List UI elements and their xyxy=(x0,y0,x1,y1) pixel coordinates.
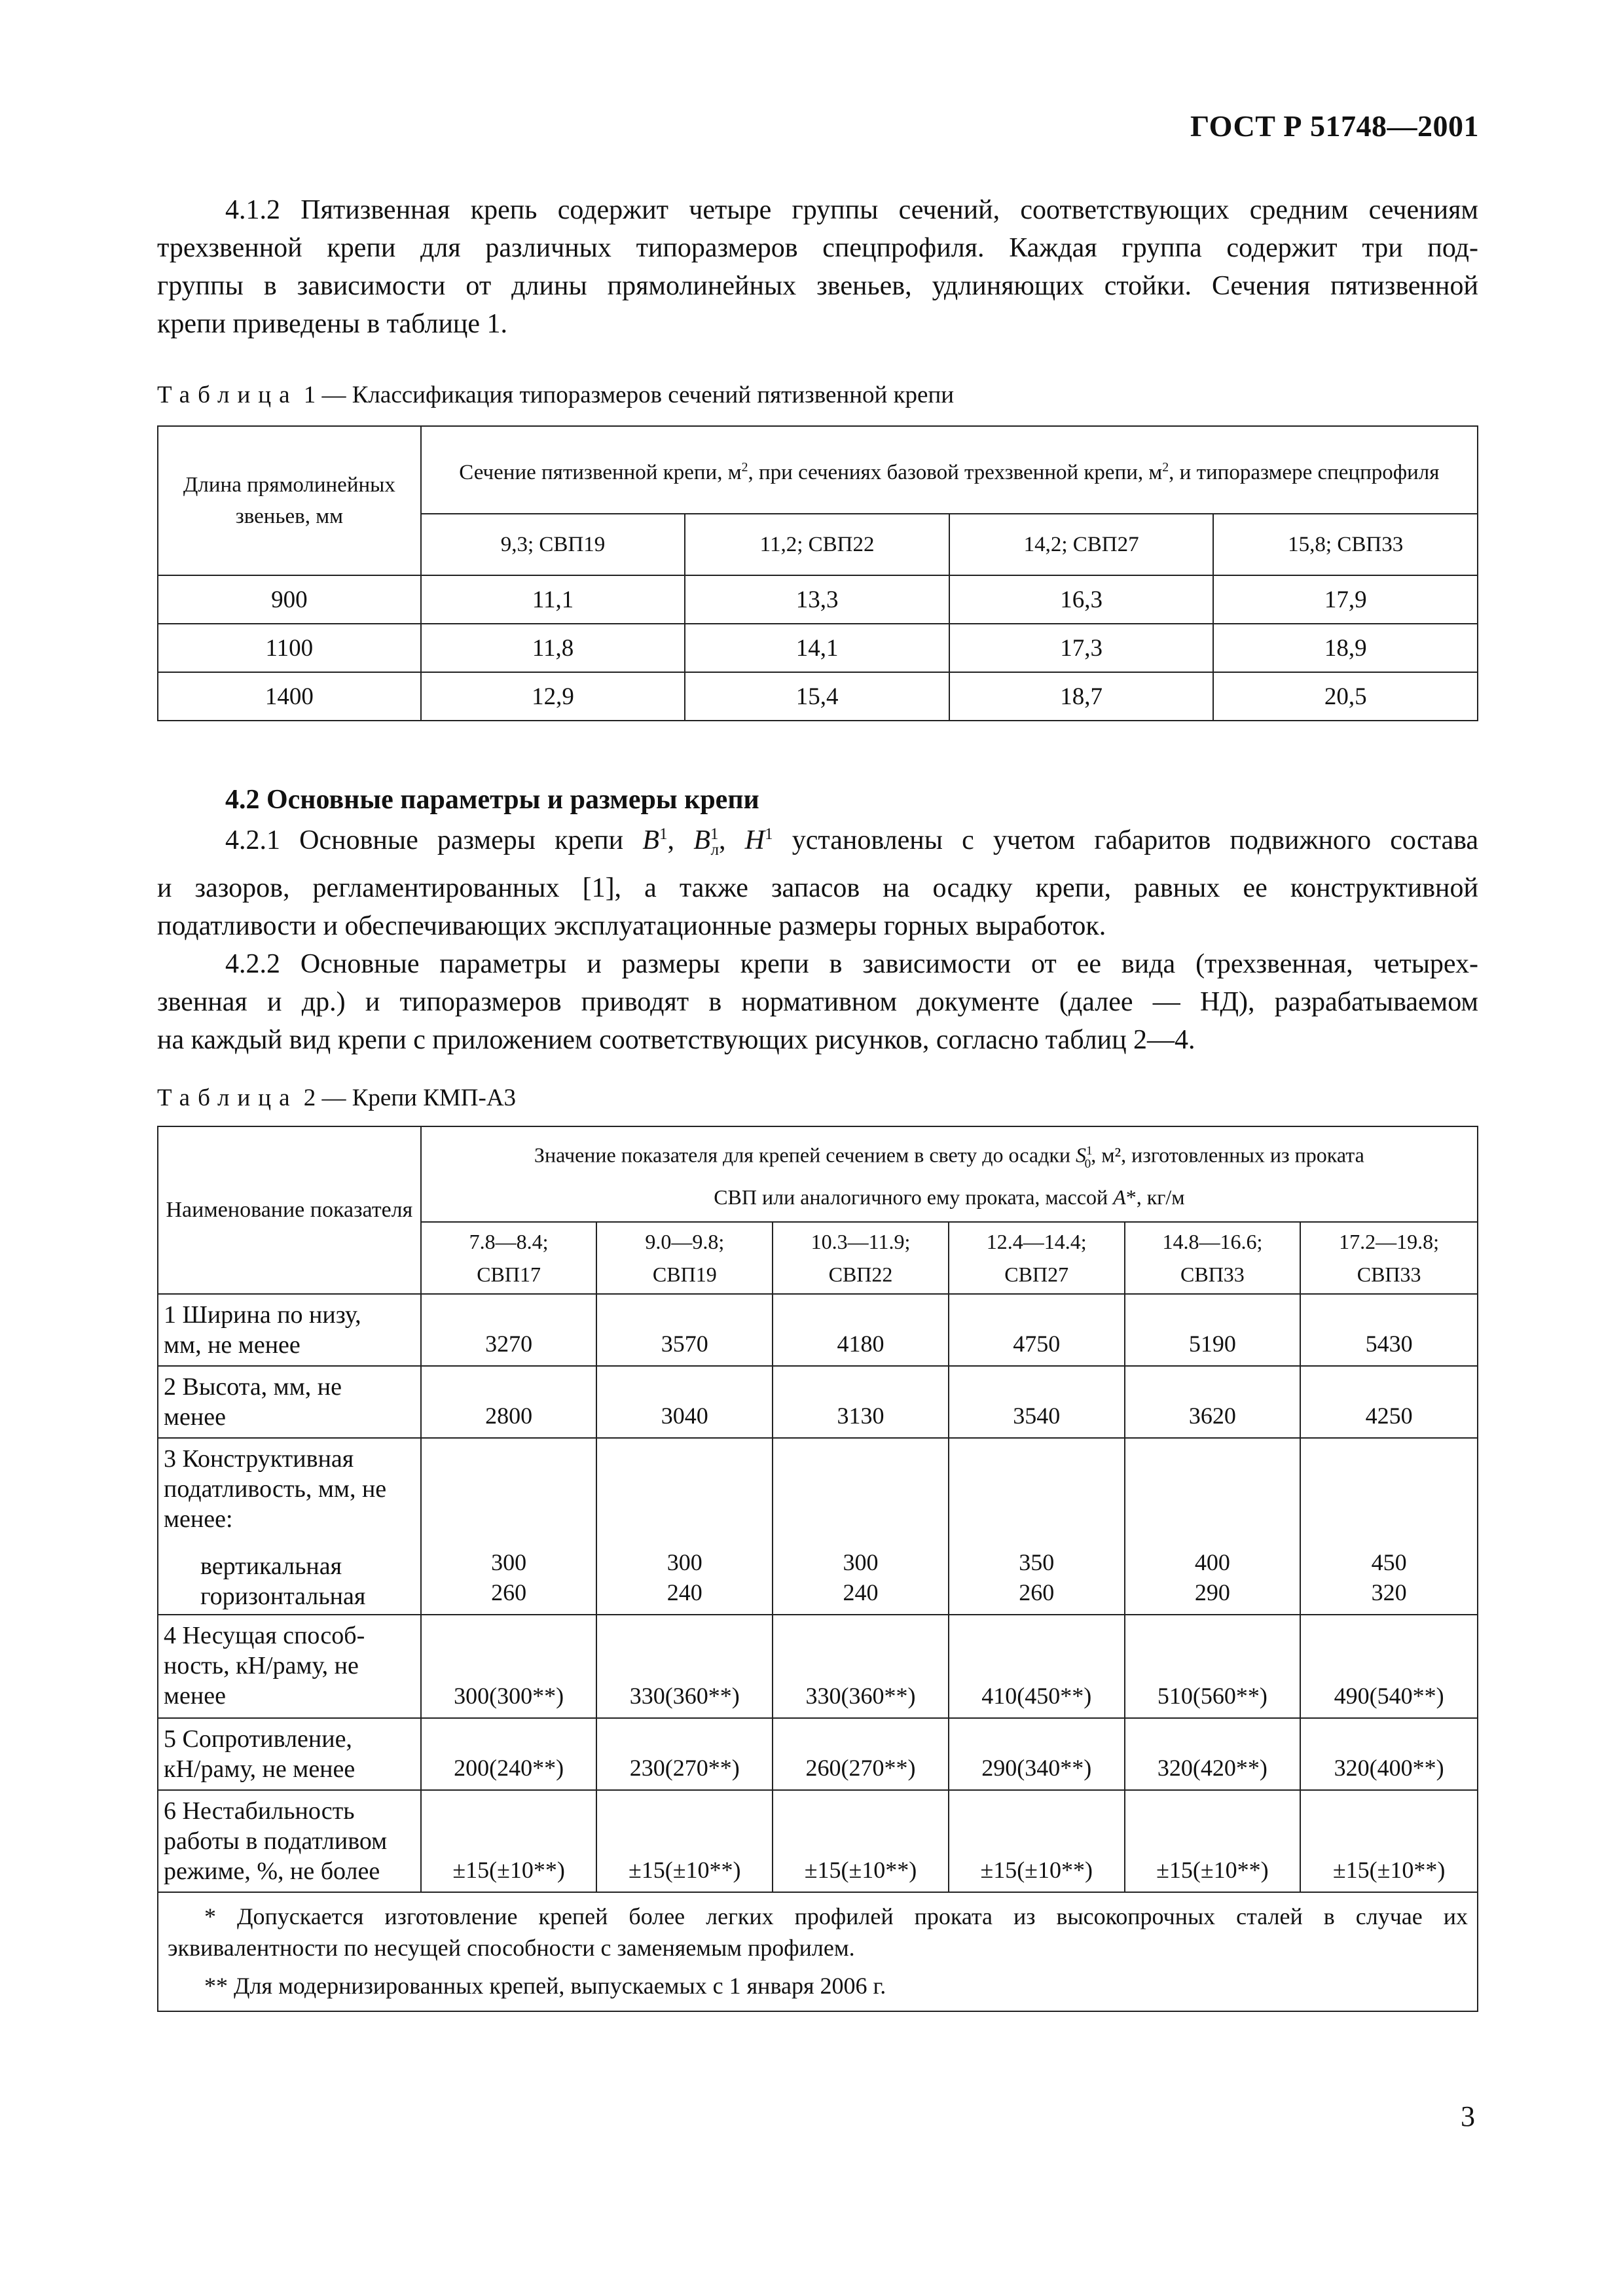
table2-col-header: 17.2—19.8; СВП33 xyxy=(1300,1222,1478,1294)
table2-cell: 510(560**) xyxy=(1125,1615,1301,1718)
table2-cell: 320(400**) xyxy=(1300,1718,1478,1790)
text-fragment: , кг/м xyxy=(1136,1185,1185,1209)
table1-group-header: Сечение пятизвенной крепи, $м^2$, при сечениях базовой трехзвенной крепи, $м^2$, и типоразмере спецпрофиля xyxy=(421,426,1478,514)
table2-cell: 490(540**) xyxy=(1300,1615,1478,1718)
table1-cell: 900 xyxy=(158,575,421,624)
text-line: и зазоров, регламентированных [1], а также запасов на осадку крепи, равных ее конструктивной xyxy=(157,873,1478,904)
table2-col-header: 7.8—8.4; СВП17 xyxy=(421,1222,597,1294)
footnote-line: * Допускается изготовление крепей более легких профилей проката из высокопрочных сталей в случае их xyxy=(204,1903,1468,1929)
table2-row-name: 1 Ширина по низу, мм, не менее xyxy=(158,1294,421,1366)
table1-caption xyxy=(157,381,954,409)
symbol-Bl: B xyxy=(693,825,710,855)
table2-cell: 260(270**) xyxy=(773,1718,949,1790)
table2-cell: 230(270**) xyxy=(596,1718,773,1790)
caption-label: Таблица xyxy=(157,1085,298,1111)
table2-cell: 2800 xyxy=(421,1366,597,1438)
table2-row-name: 5 Сопротивление, кН/раму, не менее xyxy=(158,1718,421,1790)
text-line: группы в зависимости от длины прямолинейных звеньев, удлиняющих стойки. Сечения пятизвенной xyxy=(157,271,1478,301)
table2-cell: 400 290 xyxy=(1125,1438,1301,1615)
table1-col-header: 15,8; СВП33 xyxy=(1213,514,1478,575)
table1-cell: 20,5 xyxy=(1213,672,1478,721)
table2-cell: 450 320 xyxy=(1300,1438,1478,1615)
table2-cell: 4250 xyxy=(1300,1366,1478,1438)
text-fragment: 4.2.1 Основные размеры крепи xyxy=(225,825,643,855)
table2-cell: 290(340**) xyxy=(949,1718,1125,1790)
table2-cell: ±15(±10**) xyxy=(949,1790,1125,1892)
table1-cell: 13,3 xyxy=(685,575,949,624)
text-line: податливости и обеспечивающих эксплуатационные размеры горных выработок. xyxy=(157,911,1106,942)
table2-cell: ±15(±10**) xyxy=(1300,1790,1478,1892)
table2 xyxy=(157,1126,1478,2012)
text-fragment: установлены с учетом габаритов подвижного состава xyxy=(773,825,1479,855)
table2-cell: 320(420**) xyxy=(1125,1718,1301,1790)
table1-cell: 12,9 xyxy=(421,672,685,721)
table1-cell: 18,7 xyxy=(949,672,1214,721)
text-line: 4.2.1 Основные размеры крепи $B^1$, $B^1_л$, $H^1$ установлены с учетом габаритов подвижного состава xyxy=(225,825,1479,859)
text-line: трехзвенной крепи для различных типоразмеров спецпрофиля. Каждая группа содержит три под- xyxy=(157,233,1478,263)
table2-cell: 5430 xyxy=(1300,1294,1478,1366)
section-heading-4-2: 4.2 Основные параметры и размеры крепи xyxy=(225,785,759,815)
table1-cell: 14,1 xyxy=(685,624,949,672)
symbol-H: H xyxy=(744,825,765,855)
table2-cell: ±15(±10**) xyxy=(1125,1790,1301,1892)
footnote-line: ** Для модернизированных крепей, выпускаемых с 1 января 2006 г. xyxy=(204,1973,886,1999)
table1-cell: 17,3 xyxy=(949,624,1214,672)
symbol-B: B xyxy=(642,825,659,855)
table2-cell: 4180 xyxy=(773,1294,949,1366)
table2-row-name: 4 Несущая способ- ность, кН/раму, не менее xyxy=(158,1615,421,1718)
footnote-line: эквивалентности по несущей способности с заменяемым профилем. xyxy=(168,1935,855,1961)
table2-cell: 200(240**) xyxy=(421,1718,597,1790)
text-line: крепи приведены в таблице 1. xyxy=(157,309,508,339)
table2-caption xyxy=(157,1084,516,1112)
table1-row-header: Длина прямолинейных звеньев, мм xyxy=(158,426,421,575)
text-fragment: СВП или аналогичного ему проката, массой xyxy=(714,1185,1114,1209)
table2-cell: ±15(±10**) xyxy=(596,1790,773,1892)
table2-cell: 3270 xyxy=(421,1294,597,1366)
table1 xyxy=(157,425,1478,721)
table2-col-header: 12.4—14.4; СВП27 xyxy=(949,1222,1125,1294)
text-line: 4.1.2 Пятизвенная крепь содержит четыре группы сечений, соответствующих средним сечениям xyxy=(225,195,1478,225)
table2-col-header: 9.0—9.8; СВП19 xyxy=(596,1222,773,1294)
table2-cell: 410(450**) xyxy=(949,1615,1125,1718)
table2-footnotes xyxy=(158,1892,1478,2011)
table2-cell: 3130 xyxy=(773,1366,949,1438)
table2-row-name: 2 Высота, мм, не менее xyxy=(158,1366,421,1438)
text-line: на каждый вид крепи с приложением соответствующих рисунков, согласно таблиц 2—4. xyxy=(157,1025,1195,1056)
table1-cell: 15,4 xyxy=(685,672,949,721)
table2-cell: 300(300**) xyxy=(421,1615,597,1718)
table1-col-header: 11,2; СВП22 xyxy=(685,514,949,575)
table2-cell: 300 240 xyxy=(596,1438,773,1615)
text-line: 4.2.2 Основные параметры и размеры крепи в зависимости от ее вида (трехзвенная, четырех- xyxy=(225,949,1478,980)
paragraph-4-1-2 xyxy=(157,191,1478,343)
table1-cell: 11,8 xyxy=(421,624,685,672)
paragraphs-4-2 xyxy=(157,816,1478,1059)
table2-row-header: Наименование показателя xyxy=(158,1126,421,1294)
table2-group-header: Значение показателя для крепей сечением в свету до осадки $S^1_0$, м², изготовленных из проката СВП или аналогичного ему проката, массой A*, кг/м xyxy=(421,1126,1478,1222)
table2-cell: 300 240 xyxy=(773,1438,949,1615)
table2-cell: ±15(±10**) xyxy=(421,1790,597,1892)
table2-row-name: 3 Конструктивная податливость, мм, не менее: вертикальная горизонтальная xyxy=(158,1438,421,1615)
table2-row-name: 6 Нестабильность работы в податливом режиме, %, не более xyxy=(158,1790,421,1892)
table1-cell: 1100 xyxy=(158,624,421,672)
table1-cell: 18,9 xyxy=(1213,624,1478,672)
table2-col-header: 10.3—11.9; СВП22 xyxy=(773,1222,949,1294)
table1-cell: 17,9 xyxy=(1213,575,1478,624)
table1-cell: 16,3 xyxy=(949,575,1214,624)
document-id-header: ГОСТ Р 51748—2001 xyxy=(1190,109,1479,143)
table2-cell: 300 260 xyxy=(421,1438,597,1615)
table2-cell: 5190 xyxy=(1125,1294,1301,1366)
text-fragment: , м², изготовленных из проката xyxy=(1091,1143,1364,1168)
table2-cell: ±15(±10**) xyxy=(773,1790,949,1892)
table1-col-header: 14,2; СВП27 xyxy=(949,514,1214,575)
text-fragment: Значение показателя для крепей сечением в свету до осадки xyxy=(534,1143,1076,1168)
table2-cell: 3570 xyxy=(596,1294,773,1366)
caption-label: Таблица xyxy=(157,382,298,408)
text-line: звенная и др.) и типоразмеров приводят в нормативном документе (далее — НД), разрабатываемом xyxy=(157,987,1478,1018)
table2-cell: 3540 xyxy=(949,1366,1125,1438)
table2-cell: 3620 xyxy=(1125,1366,1301,1438)
table2-cell: 330(360**) xyxy=(773,1615,949,1718)
table2-cell: 3040 xyxy=(596,1366,773,1438)
table2-cell: 4750 xyxy=(949,1294,1125,1366)
table1-cell: 1400 xyxy=(158,672,421,721)
table1-col-header: 9,3; СВП19 xyxy=(421,514,685,575)
table1-cell: 11,1 xyxy=(421,575,685,624)
caption-text: 2 — Крепи КМП-А3 xyxy=(303,1085,517,1111)
table2-cell: 330(360**) xyxy=(596,1615,773,1718)
page-number: 3 xyxy=(1461,2100,1475,2132)
table2-cell: 350 260 xyxy=(949,1438,1125,1615)
table2-col-header: 14.8—16.6; СВП33 xyxy=(1125,1222,1301,1294)
caption-text: 1 — Классификация типоразмеров сечений пятизвенной крепи xyxy=(303,382,955,408)
